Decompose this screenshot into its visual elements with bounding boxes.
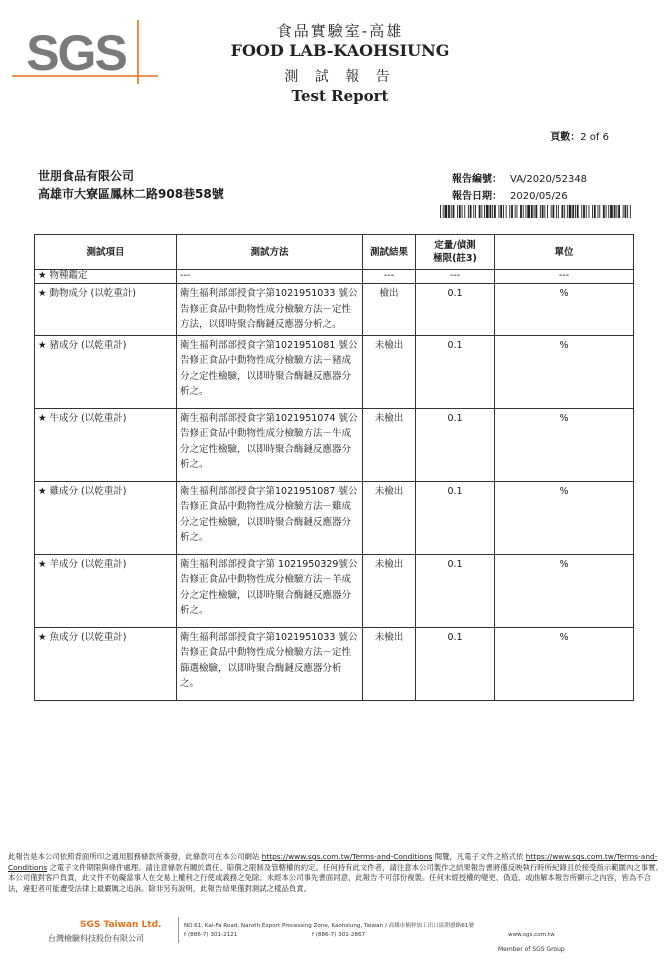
barcode-bar [583, 205, 585, 218]
barcode-bar [526, 205, 527, 218]
table-row [35, 408, 634, 481]
cell-method: 衛生福利部部授食字第1021951074 號公告修正食品中動物性成分檢驗方法－牛成分之定性檢驗，以即時聚合酶鏈反應器分析之。 [177, 408, 363, 481]
header-limit-line2: 極限(註3) [433, 253, 477, 264]
page-number [550, 128, 609, 143]
barcode-bar [540, 205, 541, 218]
cell-unit: % [495, 481, 634, 554]
header-limit [416, 235, 495, 270]
barcode-bar [492, 205, 493, 218]
barcode-bar [509, 205, 510, 218]
cell-limit: 0.1 [416, 481, 495, 554]
barcode-bar [490, 205, 492, 218]
terms-link-1[interactable]: https://www.sgs.com.tw/Terms-and-Conditions [261, 852, 433, 861]
barcode-bar [462, 205, 463, 218]
barcode-bar [598, 205, 599, 218]
cell-item: ★ 雞成分 (以乾重計) [35, 481, 177, 554]
table-row [35, 554, 634, 627]
disclaimer-text-2: 閱覽，凡電子文件之格式依 [432, 852, 526, 861]
barcode-bar [517, 205, 518, 218]
table-row [35, 284, 634, 336]
barcode-bar [453, 205, 455, 218]
company-name-zh: 台灣檢驗科技股份有限公司 [48, 934, 144, 943]
barcode-bar [594, 205, 596, 218]
table-header-row [35, 235, 634, 270]
barcode-bar [569, 205, 572, 218]
sgs-logo [10, 18, 160, 86]
barcode-bar [520, 205, 522, 218]
cell-result: 未檢出 [363, 481, 416, 554]
sgs-logo-text: SGS [26, 25, 126, 81]
barcode-bar [542, 205, 544, 218]
cell-method: 衛生福利部部授食字第1021951033 號公告修正食品中動物性成分檢驗方法－定性篩選檢驗，以即時聚合酶鏈反應器分析之。 [177, 627, 363, 700]
barcode-bar [534, 205, 535, 218]
barcode-bar [627, 205, 628, 218]
cell-result: --- [363, 270, 416, 284]
barcode-bar [479, 205, 481, 218]
barcode-bar [506, 205, 507, 218]
company-address: NO.61, Kai-Fa Road, Nanzih Export Processing Zone, Kaohsiung, Taiwan / 高雄市楠梓加工出口區開發路61號 [184, 923, 474, 929]
cell-limit: 0.1 [416, 335, 495, 408]
barcode-bar [523, 205, 524, 218]
cell-item: ★ 牛成分 (以乾重計) [35, 408, 177, 481]
barcode-bar [448, 205, 450, 218]
cell-unit: % [495, 284, 634, 336]
barcode-bar [511, 205, 513, 218]
cell-method: 衛生福利部部授食字第1021951033 號公告修正食品中動物性成分檢驗方法－定性方法，以即時聚合酶鏈反應器分析之。 [177, 284, 363, 336]
cell-limit: 0.1 [416, 284, 495, 336]
cell-result: 未檢出 [363, 335, 416, 408]
barcode-bar [606, 205, 607, 218]
header-method: 測試方法 [177, 235, 363, 270]
cell-unit: % [495, 335, 634, 408]
barcode-bar [572, 205, 574, 218]
member-of-sgs-group: Member of SGS Group [498, 946, 565, 953]
cell-method: 衛生福利部部授食字第1021951081 號公告修正食品中動物性成分檢驗方法－豬成分之定性檢驗，以即時聚合酶鏈反應器分析之。 [177, 335, 363, 408]
company-fax: f (886-7) 301-2867 [312, 932, 366, 938]
barcode-bar [564, 205, 565, 218]
cell-unit: % [495, 408, 634, 481]
cell-unit: --- [495, 270, 634, 284]
cell-item: ★ 魚成分 (以乾重計) [35, 627, 177, 700]
barcode-bar [547, 205, 548, 218]
barcode-bar [445, 205, 448, 218]
table-row [35, 335, 634, 408]
company-website[interactable]: www.sgs.com.tw [508, 932, 555, 938]
barcode-bar [592, 205, 593, 218]
barcode-bar [484, 205, 485, 218]
company-name-en: SGS Taiwan Ltd. [80, 920, 162, 930]
table-row [35, 627, 634, 700]
cell-method: 衛生福利部部授食字第1021951087 號公告修正食品中動物性成分檢驗方法－雞成分之定性檢驗，以即時聚合酶鏈反應器分析之。 [177, 481, 363, 554]
barcode [440, 205, 632, 218]
barcode-bar [599, 205, 600, 218]
barcode-bar [589, 205, 590, 218]
barcode-bar [473, 205, 474, 218]
header-limit-line1: 定量/偵測 [434, 240, 476, 251]
report-number-value: VA/2020/52348 [510, 174, 588, 185]
barcode-bar [567, 205, 568, 218]
barcode-bar [614, 205, 616, 218]
barcode-bar [603, 205, 605, 218]
cell-limit: 0.1 [416, 408, 495, 481]
barcode-bar [556, 205, 557, 218]
lab-name-en: FOOD LAB-KAOHSIUNG [230, 41, 450, 60]
cell-method: --- [177, 270, 363, 284]
company-phone: t (886-7) 301-2121 [184, 932, 238, 938]
cell-result: 檢出 [363, 284, 416, 336]
results-table [34, 234, 634, 701]
barcode-bar [616, 205, 617, 218]
table-row [35, 270, 634, 284]
cell-method: 衛生福利部部授食字第 1021950329號公告修正食品中動物性成分檢驗方法－羊成分之定性檢驗，以即時聚合酶鏈反應器分析之。 [177, 554, 363, 627]
barcode-bar [551, 205, 552, 218]
report-title-en: Test Report [291, 87, 389, 105]
barcode-bar [486, 205, 489, 218]
barcode-bar [625, 205, 627, 218]
barcode-bar [494, 205, 496, 218]
barcode-bar [451, 205, 452, 218]
barcode-bar [470, 205, 472, 218]
cell-item: ★ 動物成分 (以乾重計) [35, 284, 177, 336]
barcode-bar [443, 205, 444, 218]
cell-unit: % [495, 627, 634, 700]
barcode-bar [553, 205, 555, 218]
barcode-bar [623, 205, 624, 218]
barcode-bar [515, 205, 516, 218]
cell-unit: % [495, 554, 634, 627]
barcode-bar [481, 205, 482, 218]
header-item: 測試項目 [35, 235, 177, 270]
barcode-bar [464, 205, 465, 218]
barcode-bar [618, 205, 620, 218]
report-date-value: 2020/05/26 [510, 191, 568, 202]
report-date-label: 報告日期： [452, 191, 502, 202]
barcode-bar [440, 205, 441, 218]
cell-item: ★ 豬成分 (以乾重計) [35, 335, 177, 408]
footer-divider [178, 917, 179, 943]
report-number-label: 報告編號： [452, 174, 502, 185]
client-name: 世朋食品有限公司 [38, 169, 135, 183]
barcode-bar [586, 205, 587, 218]
cell-limit: 0.1 [416, 627, 495, 700]
cell-result: 未檢出 [363, 408, 416, 481]
header-unit: 單位 [495, 235, 634, 270]
barcode-bar [459, 205, 461, 218]
terms-link-2[interactable]: https://www.sgs.com.tw/Terms-and-Conditions [8, 852, 658, 872]
report-date [452, 187, 568, 202]
barcode-bar [544, 205, 545, 218]
barcode-bar [608, 205, 609, 218]
barcode-bar [575, 205, 576, 218]
cell-item: ★ 羊成分 (以乾重計) [35, 554, 177, 627]
cell-item: ★ 物種鑑定 [35, 270, 177, 284]
header-result: 測試結果 [363, 235, 416, 270]
disclaimer [8, 852, 664, 894]
barcode-bar [499, 205, 500, 218]
barcode-bar [610, 205, 613, 218]
barcode-bar [535, 205, 537, 218]
report-number [452, 170, 587, 185]
barcode-bar [468, 205, 469, 218]
barcode-bar [562, 205, 564, 218]
report-title-zh: 測 試 報 告 [284, 69, 396, 85]
table-row [35, 481, 634, 554]
barcode-bar [500, 205, 502, 218]
barcode-bar [558, 205, 559, 218]
barcode-bar [630, 205, 631, 218]
page-value: 2 of 6 [580, 132, 609, 143]
disclaimer-text-1: 此報告是本公司依照背面所印之通用服務條款所簽發，此條款可在本公司網站 [8, 852, 262, 861]
page-label: 頁數： [550, 132, 581, 143]
cell-result: 未檢出 [363, 627, 416, 700]
barcode-bar [527, 205, 530, 218]
barcode-bar [531, 205, 533, 218]
cell-limit: 0.1 [416, 554, 495, 627]
barcode-bar [503, 205, 504, 218]
cell-result: 未檢出 [363, 554, 416, 627]
barcode-bar [577, 205, 579, 218]
disclaimer-text-3: 之電子文件期限與條件處理。請注意條款有關於責任、賠償之限制及管轄權的約定。任何持有此文件者，請注意本公司製作之結果報告書將僅反映執行時所紀錄且於接受指示範圍內之事實。本公司僅對客戶負責，此文件不妨礙當事人在交易上權利之行使或義務之免除。未經本公司事先書面同意，此報告不可部份複製。任何未經授權的變更、偽造、或曲解本報告所顯示之內容，皆為不合法，違犯者可能遭受法律上最嚴厲之追訴。除非另有說明，此報告結果僅對測試之樣品負責。 [8, 862, 663, 893]
barcode-bar [475, 205, 476, 218]
client-address: 高雄市大寮區鳳林二路908巷58號 [38, 187, 224, 201]
lab-name-zh: 食品實驗室-高雄 [276, 22, 404, 40]
barcode-bar [457, 205, 458, 218]
barcode-bar [581, 205, 582, 218]
cell-limit: --- [416, 270, 495, 284]
